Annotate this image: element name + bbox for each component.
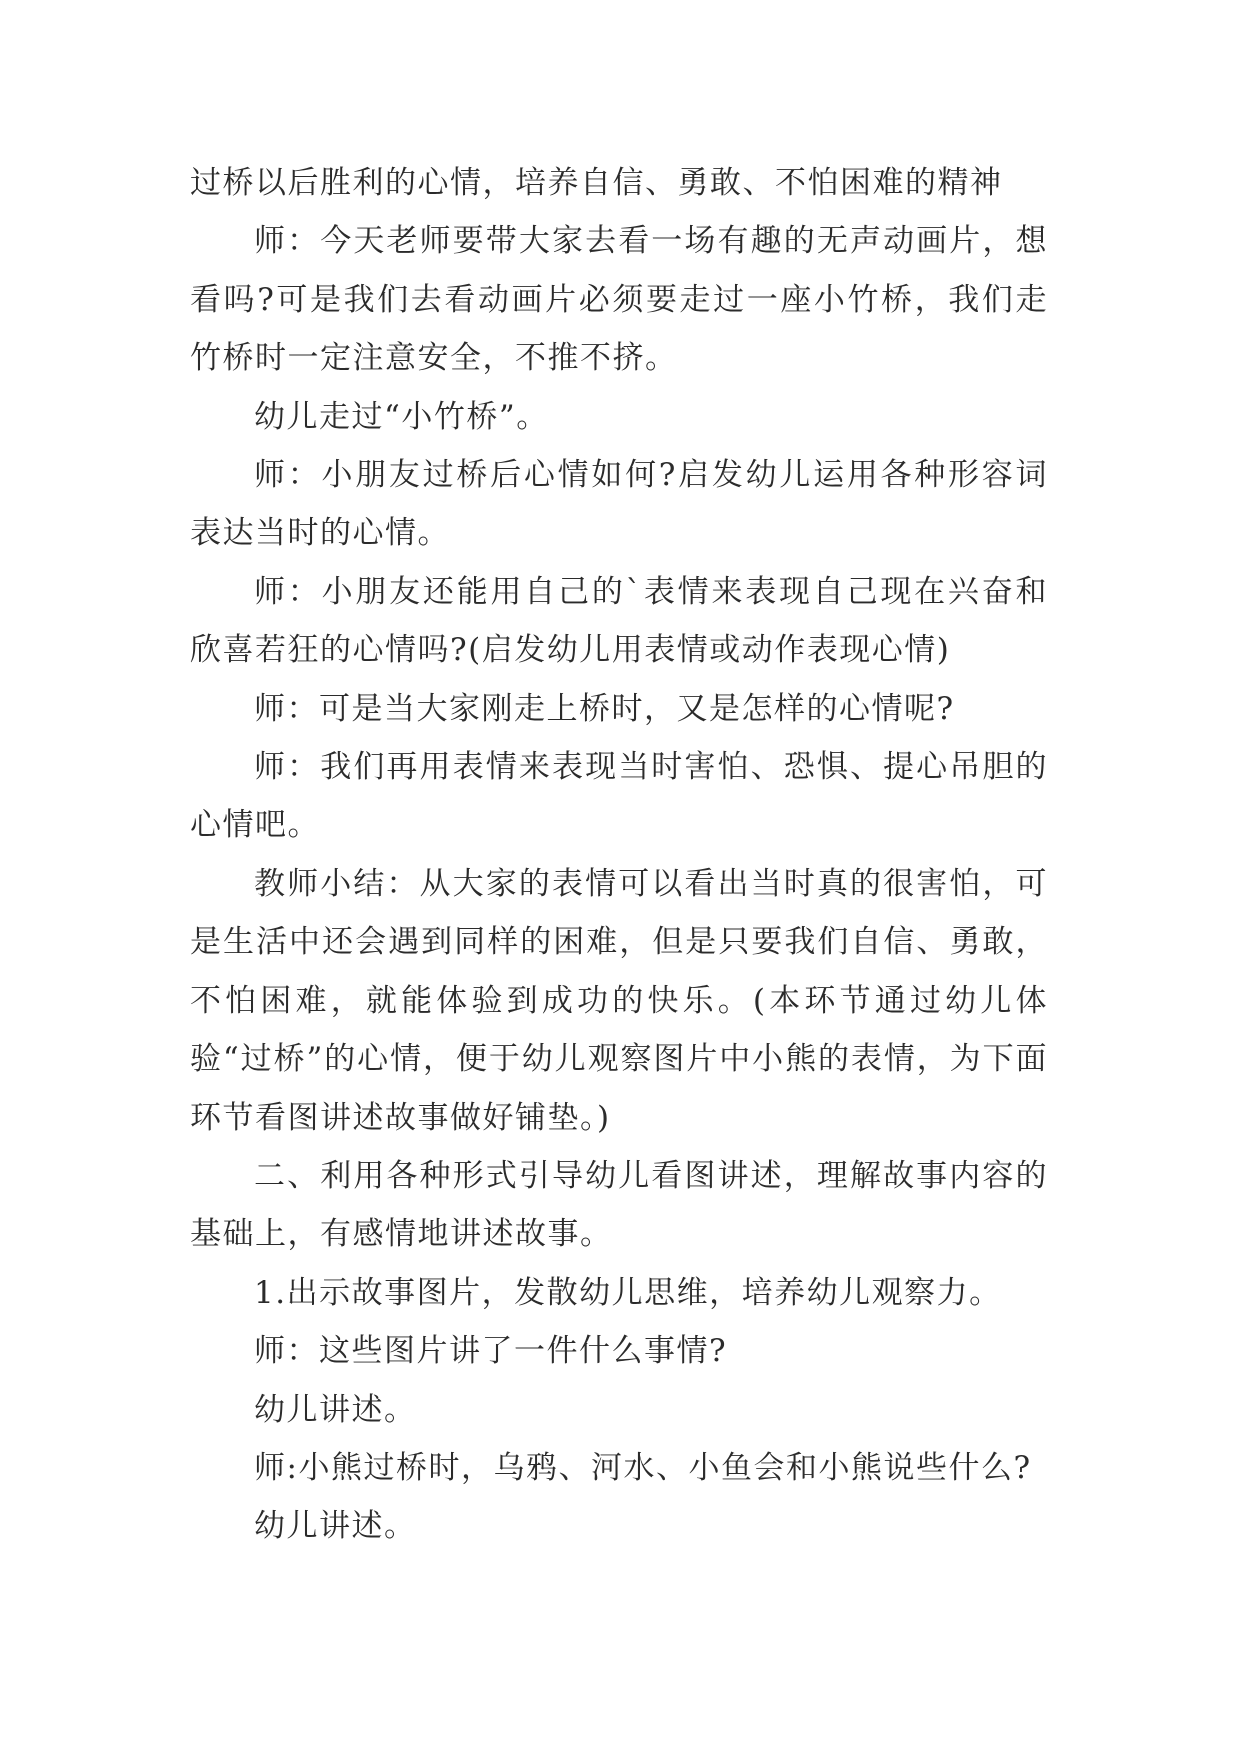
- paragraph: 师：小朋友过桥后心情如何?启发幼儿运用各种形容词表达当时的心情。: [190, 457, 1048, 552]
- paragraph: 师：今天老师要带大家去看一场有趣的无声动画片，想看吗?可是我们去看动画片必须要走过一座小竹桥，我们走竹桥时一定注意安全，不推不挤。: [190, 223, 1048, 377]
- paragraph: 二、利用各种形式引导幼儿看图讲述，理解故事内容的基础上，有感情地讲述故事。: [190, 1157, 1048, 1253]
- paragraph: 师:小熊过桥时，乌鸦、河水、小鱼会和小熊说些什么?: [254, 1449, 1032, 1486]
- paragraph: 1.出示故事图片，发散幼儿思维，培养幼儿观察力。: [254, 1274, 1002, 1311]
- paragraph: 幼儿走过“小竹桥”。: [254, 398, 549, 435]
- paragraph: 师：小朋友还能用自己的`表情来表现自己现在兴奋和欣喜若狂的心情吗?(启发幼儿用表情或动作表现心情): [190, 573, 1048, 669]
- document-body: [190, 154, 1048, 1556]
- paragraph: 教师小结：从大家的表情可以看出当时真的很害怕，可是生活中还会遇到同样的困难，但是只要我们自信、勇敢，不怕困难，就能体验到成功的快乐。(本环节通过幼儿体验“过桥”的心情，便于幼儿观察图片中小熊的表情，为下面环节看图讲述故事做好铺垫。): [190, 865, 1048, 1136]
- paragraph: 师：我们再用表情来表现当时害怕、恐惧、提心吊胆的心情吧。: [190, 749, 1048, 844]
- paragraph: 幼儿讲述。: [254, 1508, 417, 1545]
- paragraph: 师：可是当大家刚走上桥时，又是怎样的心情呢?: [254, 690, 955, 727]
- paragraph: 师：这些图片讲了一件什么事情?: [254, 1333, 728, 1370]
- paragraph: 幼儿讲述。: [254, 1391, 417, 1428]
- paragraph: 过桥以后胜利的心情，培养自信、勇敢、不怕困难的精神: [190, 165, 1003, 201]
